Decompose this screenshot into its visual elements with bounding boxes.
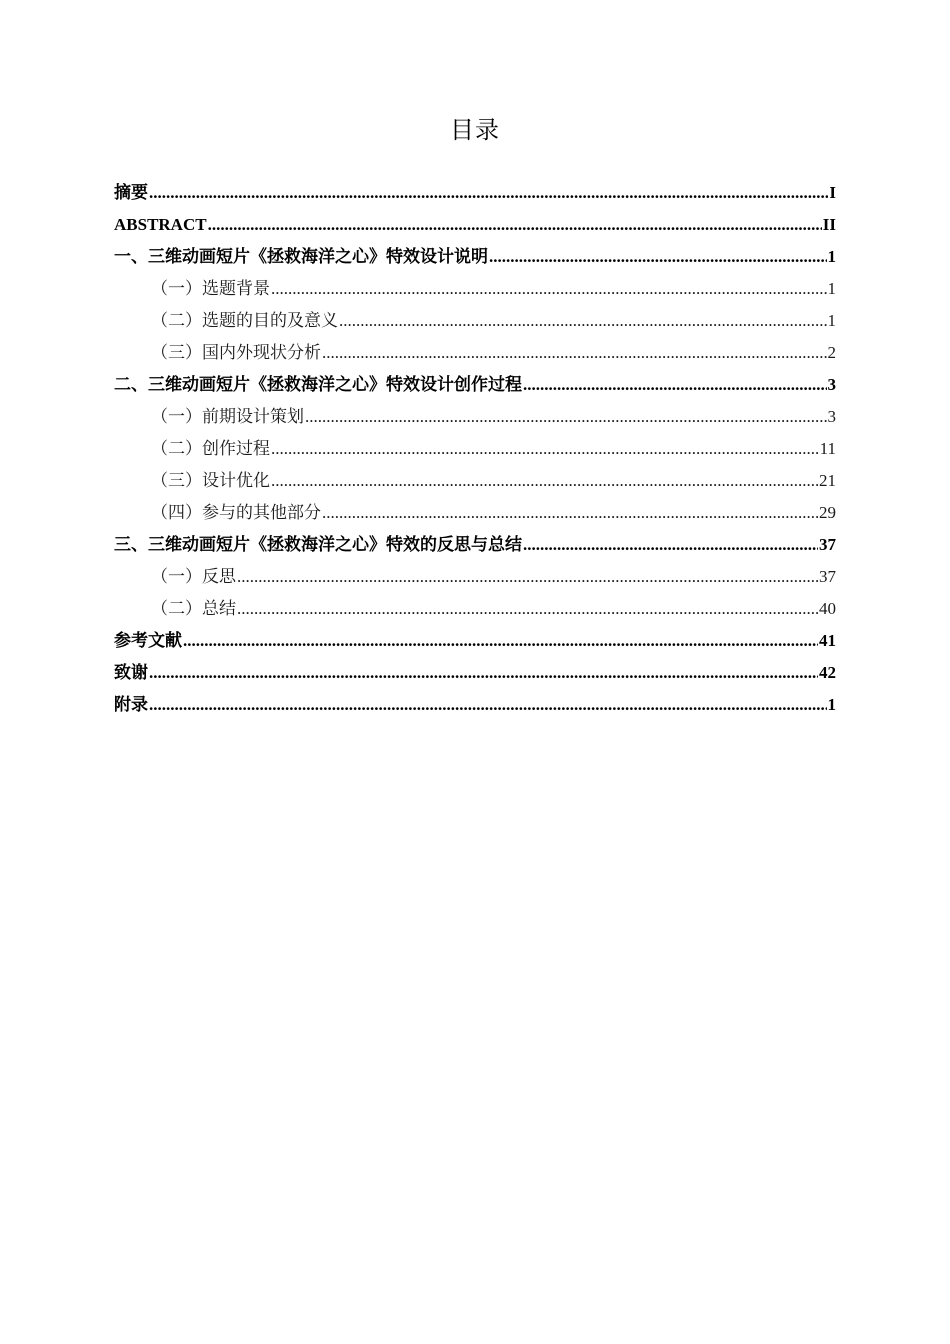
toc-dot-leader bbox=[322, 497, 818, 529]
toc-entry[interactable] bbox=[114, 337, 836, 369]
toc-entry-label: （三）设计优化 bbox=[151, 471, 270, 490]
toc-entry-label: 一、三维动画短片《拯救海洋之心》特效设计说明 bbox=[114, 247, 488, 266]
toc-entry-label: （二）创作过程 bbox=[151, 439, 270, 458]
toc-dot-leader bbox=[322, 337, 827, 369]
toc-entry-page: 37 bbox=[819, 535, 836, 554]
toc-entry[interactable] bbox=[114, 305, 836, 337]
toc-entry[interactable] bbox=[114, 241, 836, 273]
toc-entry-label: （二）选题的目的及意义 bbox=[151, 311, 338, 330]
toc-entry-label: （三）国内外现状分析 bbox=[151, 343, 321, 362]
toc-entry-page: 1 bbox=[827, 247, 836, 266]
toc-entry-page: 37 bbox=[819, 567, 836, 586]
toc-dot-leader bbox=[149, 657, 818, 689]
toc-title: 目录 bbox=[450, 116, 500, 144]
toc-entry-page: 1 bbox=[827, 311, 836, 330]
toc-entry-label: 参考文献 bbox=[114, 631, 182, 650]
toc-dot-leader bbox=[339, 305, 827, 337]
toc-entry-page: 40 bbox=[819, 599, 836, 618]
toc-entry-label: 致谢 bbox=[114, 663, 148, 682]
toc-entry-label: 二、三维动画短片《拯救海洋之心》特效设计创作过程 bbox=[114, 375, 522, 394]
toc-entry-page: 21 bbox=[819, 471, 836, 490]
toc-entry[interactable] bbox=[114, 177, 836, 209]
toc-entry-page: 41 bbox=[819, 631, 836, 650]
toc-entry[interactable] bbox=[114, 465, 836, 497]
toc-entry[interactable] bbox=[114, 593, 836, 625]
toc-entry[interactable] bbox=[114, 689, 836, 721]
toc-entry-label: 摘要 bbox=[114, 183, 148, 202]
toc-dot-leader bbox=[523, 369, 827, 401]
toc-entry-label: （四）参与的其他部分 bbox=[151, 503, 321, 522]
toc-entry[interactable] bbox=[114, 433, 836, 465]
toc-entry[interactable] bbox=[114, 401, 836, 433]
toc-dot-leader bbox=[237, 561, 818, 593]
toc-entry-page: 2 bbox=[827, 343, 836, 362]
toc-dot-leader bbox=[271, 433, 819, 465]
toc-entry-page: 3 bbox=[827, 375, 836, 394]
toc-entry-page: II bbox=[822, 215, 836, 234]
toc-entry[interactable] bbox=[114, 209, 836, 241]
toc-dot-leader bbox=[305, 401, 827, 433]
toc-entry-label: （一）前期设计策划 bbox=[151, 407, 304, 426]
toc-dot-leader bbox=[271, 273, 827, 305]
toc-entry-label: （二）总结 bbox=[151, 599, 236, 618]
toc-entry-page: 42 bbox=[819, 663, 836, 682]
toc-dot-leader bbox=[523, 529, 818, 561]
toc-entry-page: 1 bbox=[827, 695, 836, 714]
toc-entry-label: 三、三维动画短片《拯救海洋之心》特效的反思与总结 bbox=[114, 535, 522, 554]
toc-dot-leader bbox=[237, 593, 818, 625]
toc-dot-leader bbox=[149, 177, 828, 209]
toc-entry[interactable] bbox=[114, 561, 836, 593]
toc-entry[interactable] bbox=[114, 369, 836, 401]
toc-list bbox=[114, 177, 836, 721]
toc-entry[interactable] bbox=[114, 625, 836, 657]
toc-dot-leader bbox=[183, 625, 818, 657]
toc-entry-label: ABSTRACT bbox=[114, 215, 207, 234]
toc-entry-page: 3 bbox=[827, 407, 836, 426]
toc-entry[interactable] bbox=[114, 529, 836, 561]
toc-entry-label: （一）选题背景 bbox=[151, 279, 270, 298]
toc-dot-leader bbox=[208, 209, 822, 241]
toc-dot-leader bbox=[271, 465, 818, 497]
toc-entry-page: 1 bbox=[827, 279, 836, 298]
toc-entry[interactable] bbox=[114, 273, 836, 305]
toc-entry-page: I bbox=[829, 183, 836, 202]
toc-dot-leader bbox=[489, 241, 827, 273]
toc-entry-page: 11 bbox=[819, 439, 836, 458]
toc-entry-page: 29 bbox=[819, 503, 836, 522]
toc-entry[interactable] bbox=[114, 657, 836, 689]
toc-entry-label: （一）反思 bbox=[151, 567, 236, 586]
toc-dot-leader bbox=[149, 689, 827, 721]
toc-entry[interactable] bbox=[114, 497, 836, 529]
toc-entry-label: 附录 bbox=[114, 695, 148, 714]
